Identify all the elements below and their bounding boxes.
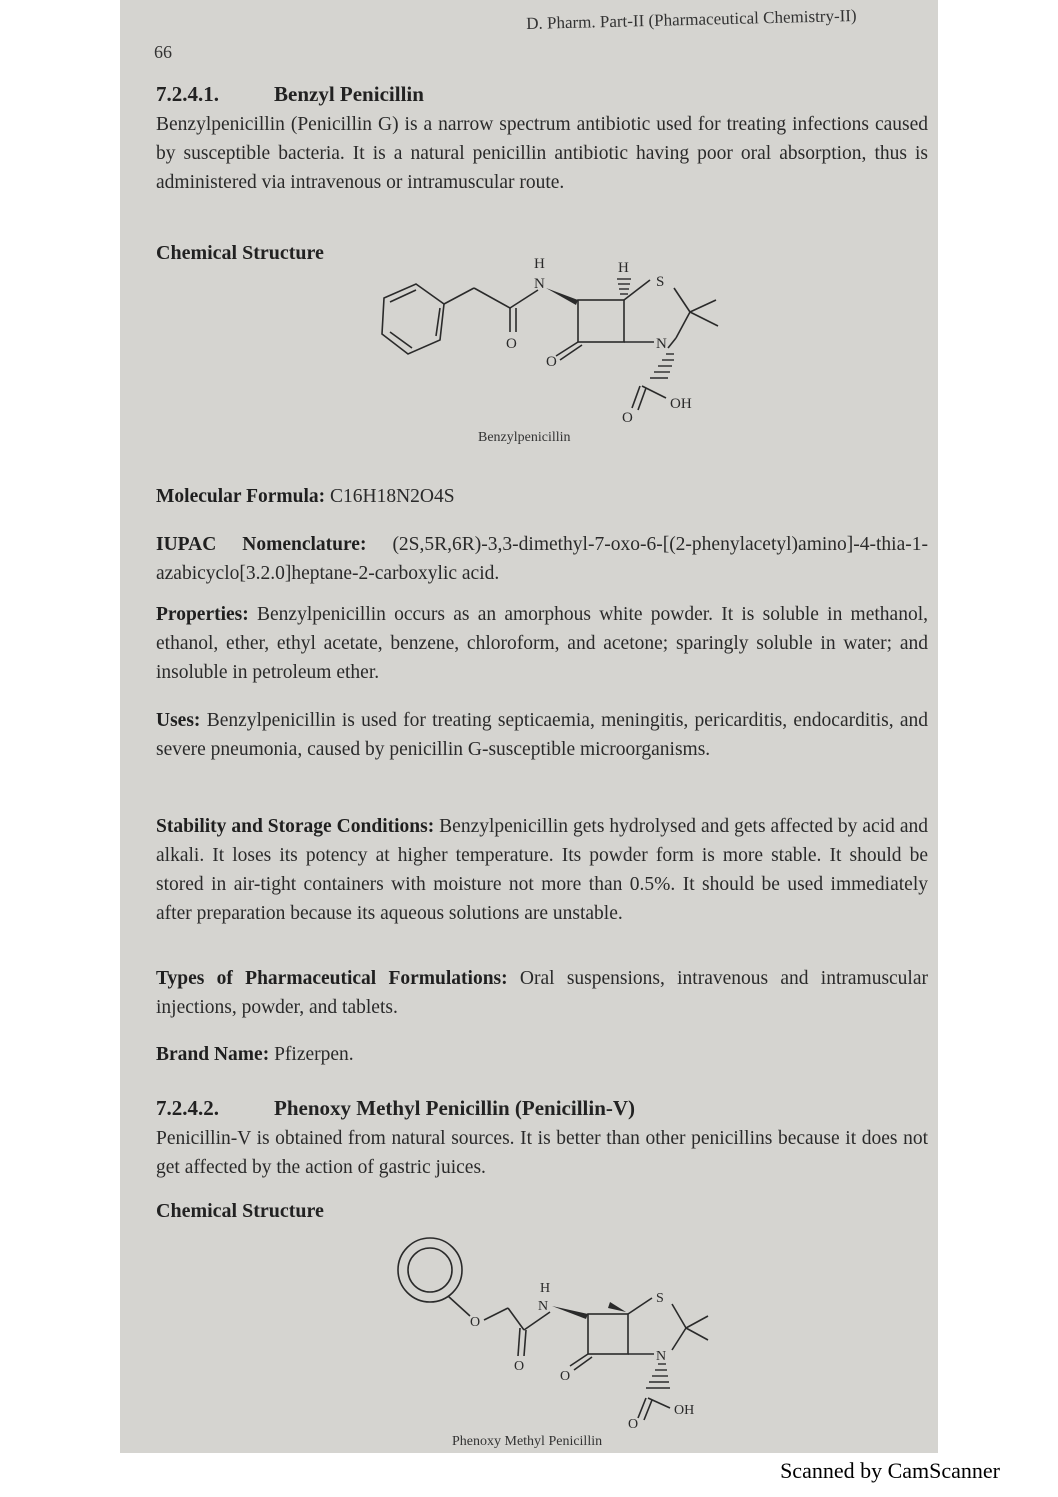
field-label: Molecular Formula:: [156, 486, 326, 507]
field-text: Pfizerpen.: [274, 1044, 354, 1065]
structure-caption: Phenoxy Methyl Penicillin: [452, 1434, 603, 1449]
hydroxyl-label: OH: [670, 396, 692, 412]
wedge-bond: [552, 1306, 588, 1319]
sulfur-label: S: [656, 1291, 664, 1306]
section-heading: [156, 1096, 635, 1121]
molecular-formula: [156, 482, 928, 511]
oxygen-label: O: [470, 1315, 481, 1330]
field-text: (2S,5R,6R)-3,3-dimethyl-7-oxo-6-[(2-phenylacetyl)amino]-4-thia-1-azabicyclo[3.2.0]heptane-2-carboxylic acid.: [156, 534, 928, 584]
section-intro: Penicillin-V is obtained from natural sources. It is better than other penicillins because it does not get affected by the action of gastric juices.: [156, 1128, 928, 1178]
phenoxymethylpenicillin-structure: [390, 1230, 720, 1430]
iupac-nomenclature: [156, 530, 928, 588]
hydrogen-label: H: [618, 260, 629, 276]
beta-lactam-ring: [588, 1314, 628, 1354]
sulfur-label: S: [656, 274, 665, 290]
page-margin: [0, 0, 120, 1453]
formulation-types: [156, 964, 928, 1022]
page-number: 66: [154, 42, 172, 62]
benzene-ring: [382, 284, 444, 354]
field-text: Benzylpenicillin gets hydrolysed and gets affected by acid and alkali. It loses its potency at higher temperature. Its powder form is more stable. It should be stored in air-tight containers with moisture not more than 0.5%. It should be used immediately after preparation because its aqueous solutions are unstable.: [156, 816, 928, 924]
benzylpenicillin-structure: [370, 250, 750, 440]
structure-heading: Chemical Structure: [156, 1200, 324, 1222]
field-label: IUPAC Nomenclature:: [156, 534, 367, 555]
field-text: C16H18N2O4S: [330, 486, 455, 507]
oxygen-label: O: [546, 354, 557, 370]
scanner-watermark: Scanned by CamScanner: [780, 1458, 1000, 1483]
field-label: Types of Pharmaceutical Formulations:: [156, 968, 508, 989]
brand-name: [156, 1040, 928, 1069]
nitrogen-label: N: [656, 1349, 667, 1364]
scanned-page: [120, 0, 938, 1453]
structure-caption: Benzylpenicillin: [478, 430, 571, 445]
field-text: Oral suspensions, intravenous and intramuscular injections, powder, and tablets.: [156, 968, 928, 1018]
section-heading: [156, 82, 424, 107]
nitrogen-label: N: [656, 336, 667, 352]
section-number: 7.2.4.2.: [156, 1096, 219, 1120]
wedge-bond: [546, 288, 578, 305]
oxygen-label: O: [560, 1369, 571, 1384]
field-label: Brand Name:: [156, 1044, 270, 1065]
field-text: Benzylpenicillin occurs as an amorphous white powder. It is soluble in methanol, ethanol, ether, ethyl acetate, benzene, chloroform, and acetone; sparingly soluble in water; and insoluble in petroleum ether.: [156, 604, 928, 683]
oxygen-label: O: [628, 1417, 639, 1430]
field-label: Stability and Storage Conditions:: [156, 816, 435, 837]
hydrogen-label: H: [540, 1281, 551, 1296]
beta-lactam-ring: [578, 300, 624, 342]
field-label: Uses:: [156, 710, 201, 731]
oxygen-label: O: [622, 410, 633, 426]
section-number: 7.2.4.1.: [156, 82, 219, 106]
field-text: Benzylpenicillin is used for treating septicaemia, meningitis, pericarditis, endocarditis, and severe pneumonia, caused by penicillin G-susceptible microorganisms.: [156, 710, 928, 760]
properties: [156, 600, 928, 687]
structure-heading: Chemical Structure: [156, 242, 324, 264]
wedge-bond: [608, 1302, 626, 1312]
section-intro: Benzylpenicillin (Penicillin G) is a narrow spectrum antibiotic used for treating infections caused by susceptible bacteria. It is a natural penicillin antibiotic having poor oral absorption, thus is administered via intravenous or intramuscular route.: [156, 114, 928, 193]
section-title: Phenoxy Methyl Penicillin (Penicillin-V): [274, 1096, 636, 1120]
section-title: Benzyl Penicillin: [274, 82, 424, 106]
oxygen-label: O: [514, 1359, 525, 1374]
stability-storage: [156, 812, 928, 928]
field-label: Properties:: [156, 604, 249, 625]
nitrogen-label: N: [534, 276, 545, 292]
nitrogen-label: N: [538, 1299, 549, 1314]
oxygen-label: O: [506, 336, 517, 352]
hydrogen-label: H: [534, 256, 545, 272]
hydroxyl-label: OH: [674, 1403, 695, 1418]
running-header: D. Pharm. Part-II (Pharmaceutical Chemistry-II): [526, 5, 857, 33]
uses: [156, 706, 928, 764]
